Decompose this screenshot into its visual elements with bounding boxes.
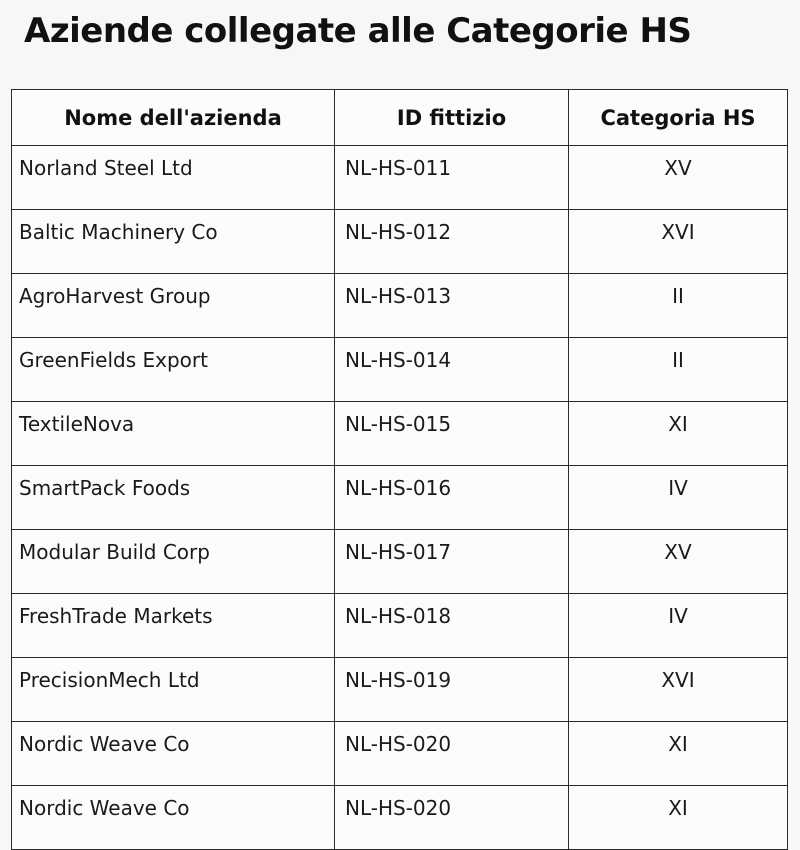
fictitious-id-cell: NL-HS-014	[335, 338, 569, 402]
fictitious-id-cell: NL-HS-013	[335, 274, 569, 338]
hs-category-cell: XV	[569, 146, 788, 210]
company-name-cell: AgroHarvest Group	[12, 274, 335, 338]
company-name-cell: PrecisionMech Ltd	[12, 658, 335, 722]
companies-table	[11, 89, 788, 850]
company-name-cell: Nordic Weave Co	[12, 786, 335, 850]
table-row	[12, 210, 788, 274]
table-row	[12, 402, 788, 466]
fictitious-id-cell: NL-HS-016	[335, 466, 569, 530]
fictitious-id-cell: NL-HS-018	[335, 594, 569, 658]
fictitious-id-cell: NL-HS-019	[335, 658, 569, 722]
hs-category-cell: IV	[569, 594, 788, 658]
hs-category-cell: XVI	[569, 210, 788, 274]
company-name-cell: FreshTrade Markets	[12, 594, 335, 658]
column-header-fictitious-id: ID fittizio	[335, 90, 569, 146]
hs-category-cell: XV	[569, 530, 788, 594]
column-header-hs-category: Categoria HS	[569, 90, 788, 146]
table-row	[12, 274, 788, 338]
fictitious-id-cell: NL-HS-015	[335, 402, 569, 466]
table-row	[12, 722, 788, 786]
hs-category-cell: IV	[569, 466, 788, 530]
table-header-row	[12, 90, 788, 146]
hs-category-cell: XVI	[569, 658, 788, 722]
table-row	[12, 530, 788, 594]
company-name-cell: TextileNova	[12, 402, 335, 466]
table-row	[12, 466, 788, 530]
hs-category-cell: II	[569, 338, 788, 402]
column-header-company-name: Nome dell'azienda	[12, 90, 335, 146]
hs-category-cell: XI	[569, 402, 788, 466]
table-row	[12, 658, 788, 722]
company-name-cell: Norland Steel Ltd	[12, 146, 335, 210]
hs-category-cell: XI	[569, 786, 788, 850]
table-body	[12, 146, 788, 850]
fictitious-id-cell: NL-HS-017	[335, 530, 569, 594]
company-name-cell: Nordic Weave Co	[12, 722, 335, 786]
page-title: Aziende collegate alle Categorie HS	[24, 11, 692, 51]
company-name-cell: Modular Build Corp	[12, 530, 335, 594]
company-name-cell: SmartPack Foods	[12, 466, 335, 530]
table-row	[12, 786, 788, 850]
fictitious-id-cell: NL-HS-020	[335, 722, 569, 786]
company-name-cell: GreenFields Export	[12, 338, 335, 402]
table-row	[12, 146, 788, 210]
fictitious-id-cell: NL-HS-011	[335, 146, 569, 210]
hs-category-cell: XI	[569, 722, 788, 786]
table-row	[12, 594, 788, 658]
fictitious-id-cell: NL-HS-012	[335, 210, 569, 274]
hs-category-cell: II	[569, 274, 788, 338]
fictitious-id-cell: NL-HS-020	[335, 786, 569, 850]
company-name-cell: Baltic Machinery Co	[12, 210, 335, 274]
table-row	[12, 338, 788, 402]
